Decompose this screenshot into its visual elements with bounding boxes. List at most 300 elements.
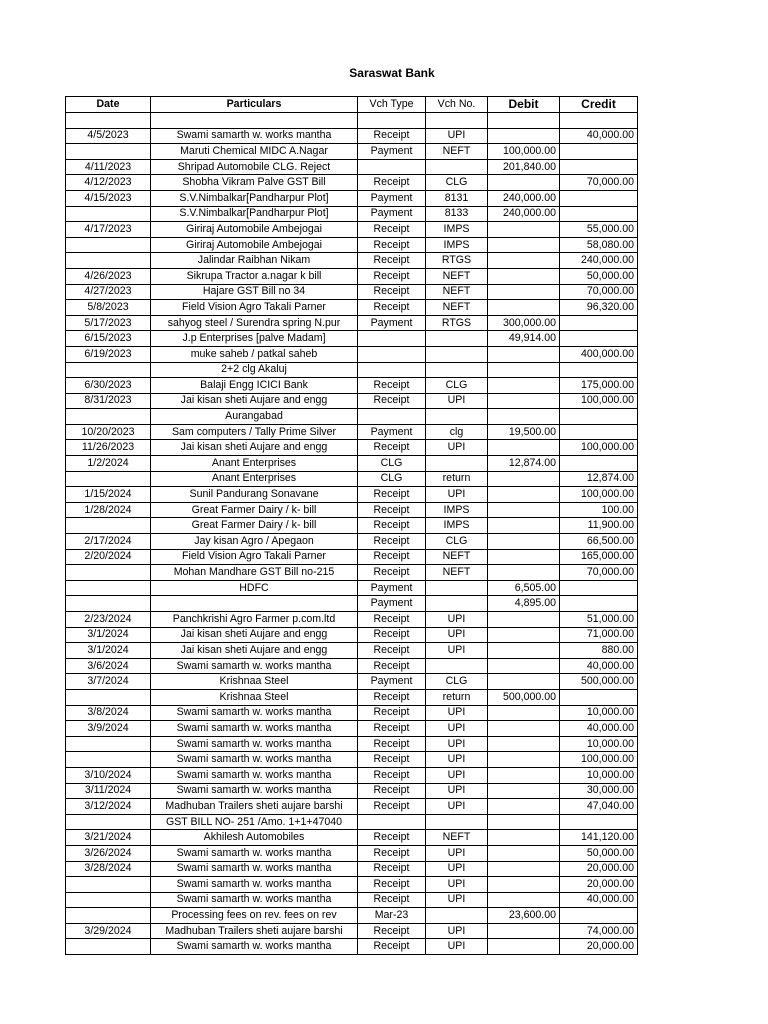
vch-no-cell: NEFT <box>426 268 488 284</box>
debit-cell <box>488 612 560 628</box>
vch-no-cell: UPI <box>426 736 488 752</box>
particulars-cell: Swami samarth w. works mantha <box>151 721 358 737</box>
particulars-cell: Swami samarth w. works mantha <box>151 877 358 893</box>
vch-type-cell: Receipt <box>358 736 426 752</box>
date-cell <box>66 736 151 752</box>
table-row <box>66 674 638 690</box>
vch-no-cell: UPI <box>426 487 488 503</box>
debit-cell: 201,840.00 <box>488 159 560 175</box>
vch-type-cell: Payment <box>358 144 426 160</box>
particulars-cell: Madhuban Trailers sheti aujare barshi <box>151 923 358 939</box>
table-row <box>66 549 638 565</box>
vch-type-cell: Receipt <box>358 253 426 269</box>
table-row <box>66 767 638 783</box>
column-header-particulars: Particulars <box>151 97 358 113</box>
particulars-cell: Shripad Automobile CLG. Reject <box>151 159 358 175</box>
debit-cell <box>488 409 560 425</box>
table-row <box>66 471 638 487</box>
credit-cell <box>560 159 638 175</box>
debit-cell <box>488 237 560 253</box>
vch-type-cell: Receipt <box>358 128 426 144</box>
table-row <box>66 752 638 768</box>
vch-no-cell: NEFT <box>426 830 488 846</box>
debit-cell <box>488 752 560 768</box>
credit-cell: 20,000.00 <box>560 877 638 893</box>
vch-type-cell: Receipt <box>358 222 426 238</box>
vch-type-cell: CLG <box>358 456 426 472</box>
debit-cell <box>488 674 560 690</box>
particulars-cell: sahyog steel / Surendra spring N.pur <box>151 315 358 331</box>
date-cell <box>66 144 151 160</box>
date-cell: 3/8/2024 <box>66 705 151 721</box>
particulars-cell <box>151 113 358 129</box>
credit-cell <box>560 689 638 705</box>
vch-type-cell: Receipt <box>358 939 426 955</box>
vch-type-cell: Receipt <box>358 705 426 721</box>
debit-cell: 500,000.00 <box>488 689 560 705</box>
date-cell: 3/1/2024 <box>66 627 151 643</box>
table-row <box>66 783 638 799</box>
debit-cell <box>488 393 560 409</box>
vch-type-cell <box>358 409 426 425</box>
vch-no-cell: UPI <box>426 923 488 939</box>
vch-type-cell: Receipt <box>358 502 426 518</box>
table-row <box>66 237 638 253</box>
credit-cell <box>560 331 638 347</box>
debit-cell <box>488 284 560 300</box>
particulars-cell: Madhuban Trailers sheti aujare barshi <box>151 799 358 815</box>
table-row <box>66 190 638 206</box>
particulars-cell: Krishnaa Steel <box>151 689 358 705</box>
debit-cell <box>488 845 560 861</box>
date-cell <box>66 518 151 534</box>
vch-no-cell: UPI <box>426 783 488 799</box>
credit-cell: 70,000.00 <box>560 565 638 581</box>
debit-cell <box>488 736 560 752</box>
credit-cell: 74,000.00 <box>560 923 638 939</box>
table-row <box>66 518 638 534</box>
date-cell <box>66 206 151 222</box>
vch-type-cell: Payment <box>358 206 426 222</box>
vch-no-cell: return <box>426 471 488 487</box>
date-cell: 3/10/2024 <box>66 767 151 783</box>
vch-type-cell: Payment <box>358 190 426 206</box>
vch-type-cell: Receipt <box>358 487 426 503</box>
credit-cell: 100,000.00 <box>560 393 638 409</box>
credit-cell: 100,000.00 <box>560 487 638 503</box>
particulars-cell: S.V.Nimbalkar[Pandharpur Plot] <box>151 190 358 206</box>
debit-cell: 49,914.00 <box>488 331 560 347</box>
debit-cell: 240,000.00 <box>488 190 560 206</box>
date-cell: 3/6/2024 <box>66 658 151 674</box>
vch-type-cell: Receipt <box>358 612 426 628</box>
credit-cell: 165,000.00 <box>560 549 638 565</box>
debit-cell <box>488 362 560 378</box>
debit-cell <box>488 565 560 581</box>
vch-no-cell: 8133 <box>426 206 488 222</box>
particulars-cell: GST BILL NO- 251 /Amo. 1+1+47040 <box>151 814 358 830</box>
debit-cell <box>488 705 560 721</box>
debit-cell <box>488 534 560 550</box>
particulars-cell: Swami samarth w. works mantha <box>151 892 358 908</box>
credit-cell: 40,000.00 <box>560 721 638 737</box>
date-cell: 2/23/2024 <box>66 612 151 628</box>
particulars-cell: Aurangabad <box>151 409 358 425</box>
particulars-cell: Sam computers / Tally Prime Silver <box>151 424 358 440</box>
table-row <box>66 596 638 612</box>
particulars-cell: Swami samarth w. works mantha <box>151 783 358 799</box>
particulars-cell: Jay kisan Agro / Apegaon <box>151 534 358 550</box>
vch-type-cell <box>358 346 426 362</box>
debit-cell <box>488 346 560 362</box>
table-row <box>66 222 638 238</box>
debit-cell <box>488 222 560 238</box>
ledger-table <box>65 96 638 955</box>
credit-cell <box>560 409 638 425</box>
particulars-cell: Shobha Vikram Palve GST Bill <box>151 175 358 191</box>
debit-cell <box>488 300 560 316</box>
vch-type-cell: Receipt <box>358 845 426 861</box>
column-header-credit: Credit <box>560 97 638 113</box>
table-row <box>66 830 638 846</box>
date-cell <box>66 362 151 378</box>
date-cell <box>66 596 151 612</box>
vch-no-cell: UPI <box>426 612 488 628</box>
credit-cell: 96,320.00 <box>560 300 638 316</box>
credit-cell <box>560 580 638 596</box>
vch-no-cell: CLG <box>426 534 488 550</box>
credit-cell: 500,000.00 <box>560 674 638 690</box>
credit-cell: 12,874.00 <box>560 471 638 487</box>
date-cell: 4/26/2023 <box>66 268 151 284</box>
vch-no-cell: UPI <box>426 799 488 815</box>
debit-cell: 6,505.00 <box>488 580 560 596</box>
date-cell <box>66 409 151 425</box>
debit-cell <box>488 799 560 815</box>
vch-type-cell: Receipt <box>358 923 426 939</box>
vch-no-cell: NEFT <box>426 284 488 300</box>
date-cell: 5/8/2023 <box>66 300 151 316</box>
date-cell: 3/21/2024 <box>66 830 151 846</box>
vch-type-cell: Receipt <box>358 877 426 893</box>
vch-no-cell <box>426 362 488 378</box>
credit-cell: 58,080.00 <box>560 237 638 253</box>
debit-cell: 12,874.00 <box>488 456 560 472</box>
debit-cell <box>488 627 560 643</box>
vch-no-cell: IMPS <box>426 237 488 253</box>
debit-cell <box>488 440 560 456</box>
vch-no-cell: NEFT <box>426 144 488 160</box>
particulars-cell: Swami samarth w. works mantha <box>151 752 358 768</box>
particulars-cell: Balaji Engg ICICI Bank <box>151 378 358 394</box>
date-cell: 4/11/2023 <box>66 159 151 175</box>
particulars-cell: Swami samarth w. works mantha <box>151 767 358 783</box>
vch-type-cell: Receipt <box>358 393 426 409</box>
table-row <box>66 424 638 440</box>
table-row <box>66 159 638 175</box>
table-row <box>66 627 638 643</box>
table-row <box>66 939 638 955</box>
vch-no-cell: UPI <box>426 767 488 783</box>
vch-type-cell: Mar-23 <box>358 908 426 924</box>
credit-cell: 47,040.00 <box>560 799 638 815</box>
debit-cell <box>488 658 560 674</box>
vch-type-cell <box>358 814 426 830</box>
particulars-cell: Akhilesh Automobiles <box>151 830 358 846</box>
credit-cell: 50,000.00 <box>560 845 638 861</box>
vch-no-cell: UPI <box>426 393 488 409</box>
particulars-cell: S.V.Nimbalkar[Pandharpur Plot] <box>151 206 358 222</box>
date-cell: 3/29/2024 <box>66 923 151 939</box>
debit-cell <box>488 830 560 846</box>
vch-no-cell <box>426 113 488 129</box>
date-cell: 8/31/2023 <box>66 393 151 409</box>
vch-type-cell: Payment <box>358 674 426 690</box>
particulars-cell: Great Farmer Dairy / k- bill <box>151 518 358 534</box>
vch-type-cell: Receipt <box>358 861 426 877</box>
vch-type-cell: Receipt <box>358 565 426 581</box>
table-row <box>66 315 638 331</box>
vch-type-cell: Receipt <box>358 799 426 815</box>
table-row <box>66 923 638 939</box>
particulars-cell: Anant Enterprises <box>151 471 358 487</box>
particulars-cell: Swami samarth w. works mantha <box>151 861 358 877</box>
credit-cell: 10,000.00 <box>560 705 638 721</box>
date-cell: 10/20/2023 <box>66 424 151 440</box>
date-cell: 3/9/2024 <box>66 721 151 737</box>
date-cell <box>66 814 151 830</box>
credit-cell: 70,000.00 <box>560 175 638 191</box>
vch-type-cell: Receipt <box>358 752 426 768</box>
table-row <box>66 565 638 581</box>
vch-no-cell: NEFT <box>426 300 488 316</box>
vch-no-cell: IMPS <box>426 222 488 238</box>
date-cell <box>66 877 151 893</box>
credit-cell: 40,000.00 <box>560 892 638 908</box>
vch-no-cell <box>426 456 488 472</box>
particulars-cell: Giriraj Automobile Ambejogai <box>151 237 358 253</box>
table-row <box>66 534 638 550</box>
table-row <box>66 284 638 300</box>
vch-type-cell: Receipt <box>358 300 426 316</box>
vch-no-cell: IMPS <box>426 502 488 518</box>
credit-cell: 11,900.00 <box>560 518 638 534</box>
date-cell: 4/12/2023 <box>66 175 151 191</box>
debit-cell <box>488 502 560 518</box>
table-row <box>66 643 638 659</box>
column-header-debit: Debit <box>488 97 560 113</box>
credit-cell <box>560 908 638 924</box>
vch-type-cell: Receipt <box>358 534 426 550</box>
debit-cell <box>488 892 560 908</box>
vch-type-cell: Receipt <box>358 378 426 394</box>
credit-cell: 20,000.00 <box>560 939 638 955</box>
particulars-cell: Maruti Chemical MIDC A.Nagar <box>151 144 358 160</box>
vch-type-cell: Payment <box>358 424 426 440</box>
credit-cell: 400,000.00 <box>560 346 638 362</box>
date-cell: 3/11/2024 <box>66 783 151 799</box>
debit-cell: 19,500.00 <box>488 424 560 440</box>
vch-type-cell: Payment <box>358 580 426 596</box>
vch-no-cell <box>426 596 488 612</box>
vch-type-cell: Receipt <box>358 783 426 799</box>
date-cell: 1/28/2024 <box>66 502 151 518</box>
date-cell: 4/17/2023 <box>66 222 151 238</box>
vch-type-cell: CLG <box>358 471 426 487</box>
vch-no-cell: CLG <box>426 175 488 191</box>
particulars-cell: Sunil Pandurang Sonavane <box>151 487 358 503</box>
credit-cell: 66,500.00 <box>560 534 638 550</box>
date-cell: 6/15/2023 <box>66 331 151 347</box>
date-cell: 2/17/2024 <box>66 534 151 550</box>
credit-cell: 141,120.00 <box>560 830 638 846</box>
particulars-cell: Field Vision Agro Takali Parner <box>151 300 358 316</box>
vch-type-cell: Receipt <box>358 284 426 300</box>
vch-no-cell: UPI <box>426 705 488 721</box>
date-cell <box>66 253 151 269</box>
vch-no-cell: UPI <box>426 845 488 861</box>
vch-no-cell: UPI <box>426 643 488 659</box>
ledger-body <box>66 113 638 955</box>
table-row <box>66 346 638 362</box>
credit-cell <box>560 362 638 378</box>
table-row <box>66 705 638 721</box>
table-row <box>66 409 638 425</box>
table-row <box>66 892 638 908</box>
particulars-cell: Krishnaa Steel <box>151 674 358 690</box>
credit-cell: 100,000.00 <box>560 752 638 768</box>
date-cell <box>66 752 151 768</box>
table-row <box>66 736 638 752</box>
date-cell: 4/27/2023 <box>66 284 151 300</box>
debit-cell: 240,000.00 <box>488 206 560 222</box>
vch-type-cell: Receipt <box>358 892 426 908</box>
vch-no-cell: CLG <box>426 378 488 394</box>
particulars-cell: Jai kisan sheti Aujare and engg <box>151 627 358 643</box>
debit-cell <box>488 471 560 487</box>
vch-type-cell <box>358 113 426 129</box>
vch-type-cell: Receipt <box>358 721 426 737</box>
debit-cell <box>488 814 560 830</box>
date-cell <box>66 565 151 581</box>
debit-cell <box>488 767 560 783</box>
table-row <box>66 300 638 316</box>
date-cell <box>66 580 151 596</box>
particulars-cell: HDFC <box>151 580 358 596</box>
date-cell: 1/2/2024 <box>66 456 151 472</box>
particulars-cell: Giriraj Automobile Ambejogai <box>151 222 358 238</box>
date-cell: 5/17/2023 <box>66 315 151 331</box>
date-cell <box>66 113 151 129</box>
particulars-cell: Jai kisan sheti Aujare and engg <box>151 643 358 659</box>
vch-no-cell: UPI <box>426 128 488 144</box>
particulars-cell: Swami samarth w. works mantha <box>151 939 358 955</box>
date-cell: 3/7/2024 <box>66 674 151 690</box>
date-cell: 4/15/2023 <box>66 190 151 206</box>
particulars-cell: muke saheb / patkal saheb <box>151 346 358 362</box>
column-header-vch-type: Vch Type <box>358 97 426 113</box>
vch-no-cell: RTGS <box>426 315 488 331</box>
vch-type-cell: Receipt <box>358 830 426 846</box>
table-row <box>66 612 638 628</box>
vch-no-cell: NEFT <box>426 549 488 565</box>
debit-cell: 100,000.00 <box>488 144 560 160</box>
credit-cell: 175,000.00 <box>560 378 638 394</box>
credit-cell: 40,000.00 <box>560 128 638 144</box>
vch-type-cell: Receipt <box>358 658 426 674</box>
debit-cell: 4,895.00 <box>488 596 560 612</box>
debit-cell <box>488 518 560 534</box>
page-title: Saraswat Bank <box>349 66 435 80</box>
date-cell <box>66 237 151 253</box>
credit-cell: 20,000.00 <box>560 861 638 877</box>
vch-no-cell <box>426 346 488 362</box>
table-row <box>66 580 638 596</box>
particulars-cell: 2+2 clg Akaluj <box>151 362 358 378</box>
credit-cell: 10,000.00 <box>560 736 638 752</box>
debit-cell <box>488 877 560 893</box>
debit-cell <box>488 113 560 129</box>
vch-no-cell <box>426 908 488 924</box>
particulars-cell: Jalindar Raibhan Nikam <box>151 253 358 269</box>
vch-type-cell <box>358 331 426 347</box>
particulars-cell: Panchkrishi Agro Farmer p.com.ltd <box>151 612 358 628</box>
vch-type-cell: Receipt <box>358 767 426 783</box>
vch-type-cell: Payment <box>358 315 426 331</box>
particulars-cell: Swami samarth w. works mantha <box>151 845 358 861</box>
table-row <box>66 331 638 347</box>
credit-cell <box>560 113 638 129</box>
vch-type-cell: Payment <box>358 596 426 612</box>
vch-type-cell: Receipt <box>358 175 426 191</box>
vch-type-cell: Receipt <box>358 627 426 643</box>
vch-no-cell: UPI <box>426 721 488 737</box>
vch-type-cell: Receipt <box>358 643 426 659</box>
date-cell <box>66 908 151 924</box>
table-row <box>66 268 638 284</box>
table-row <box>66 658 638 674</box>
particulars-cell: Field Vision Agro Takali Parner <box>151 549 358 565</box>
vch-no-cell <box>426 580 488 596</box>
credit-cell: 10,000.00 <box>560 767 638 783</box>
credit-cell <box>560 814 638 830</box>
debit-cell <box>488 923 560 939</box>
credit-cell <box>560 596 638 612</box>
debit-cell <box>488 378 560 394</box>
vch-no-cell: UPI <box>426 861 488 877</box>
vch-no-cell <box>426 658 488 674</box>
credit-cell: 240,000.00 <box>560 253 638 269</box>
date-cell: 6/30/2023 <box>66 378 151 394</box>
vch-no-cell <box>426 331 488 347</box>
table-row <box>66 393 638 409</box>
table-row <box>66 206 638 222</box>
table-row <box>66 113 638 129</box>
debit-cell: 300,000.00 <box>488 315 560 331</box>
credit-cell: 40,000.00 <box>560 658 638 674</box>
credit-cell <box>560 424 638 440</box>
vch-no-cell: IMPS <box>426 518 488 534</box>
credit-cell <box>560 144 638 160</box>
vch-no-cell: UPI <box>426 892 488 908</box>
debit-cell: 23,600.00 <box>488 908 560 924</box>
date-cell: 11/26/2023 <box>66 440 151 456</box>
debit-cell <box>488 783 560 799</box>
header-row <box>66 97 638 113</box>
debit-cell <box>488 128 560 144</box>
date-cell: 3/12/2024 <box>66 799 151 815</box>
table-row <box>66 689 638 705</box>
